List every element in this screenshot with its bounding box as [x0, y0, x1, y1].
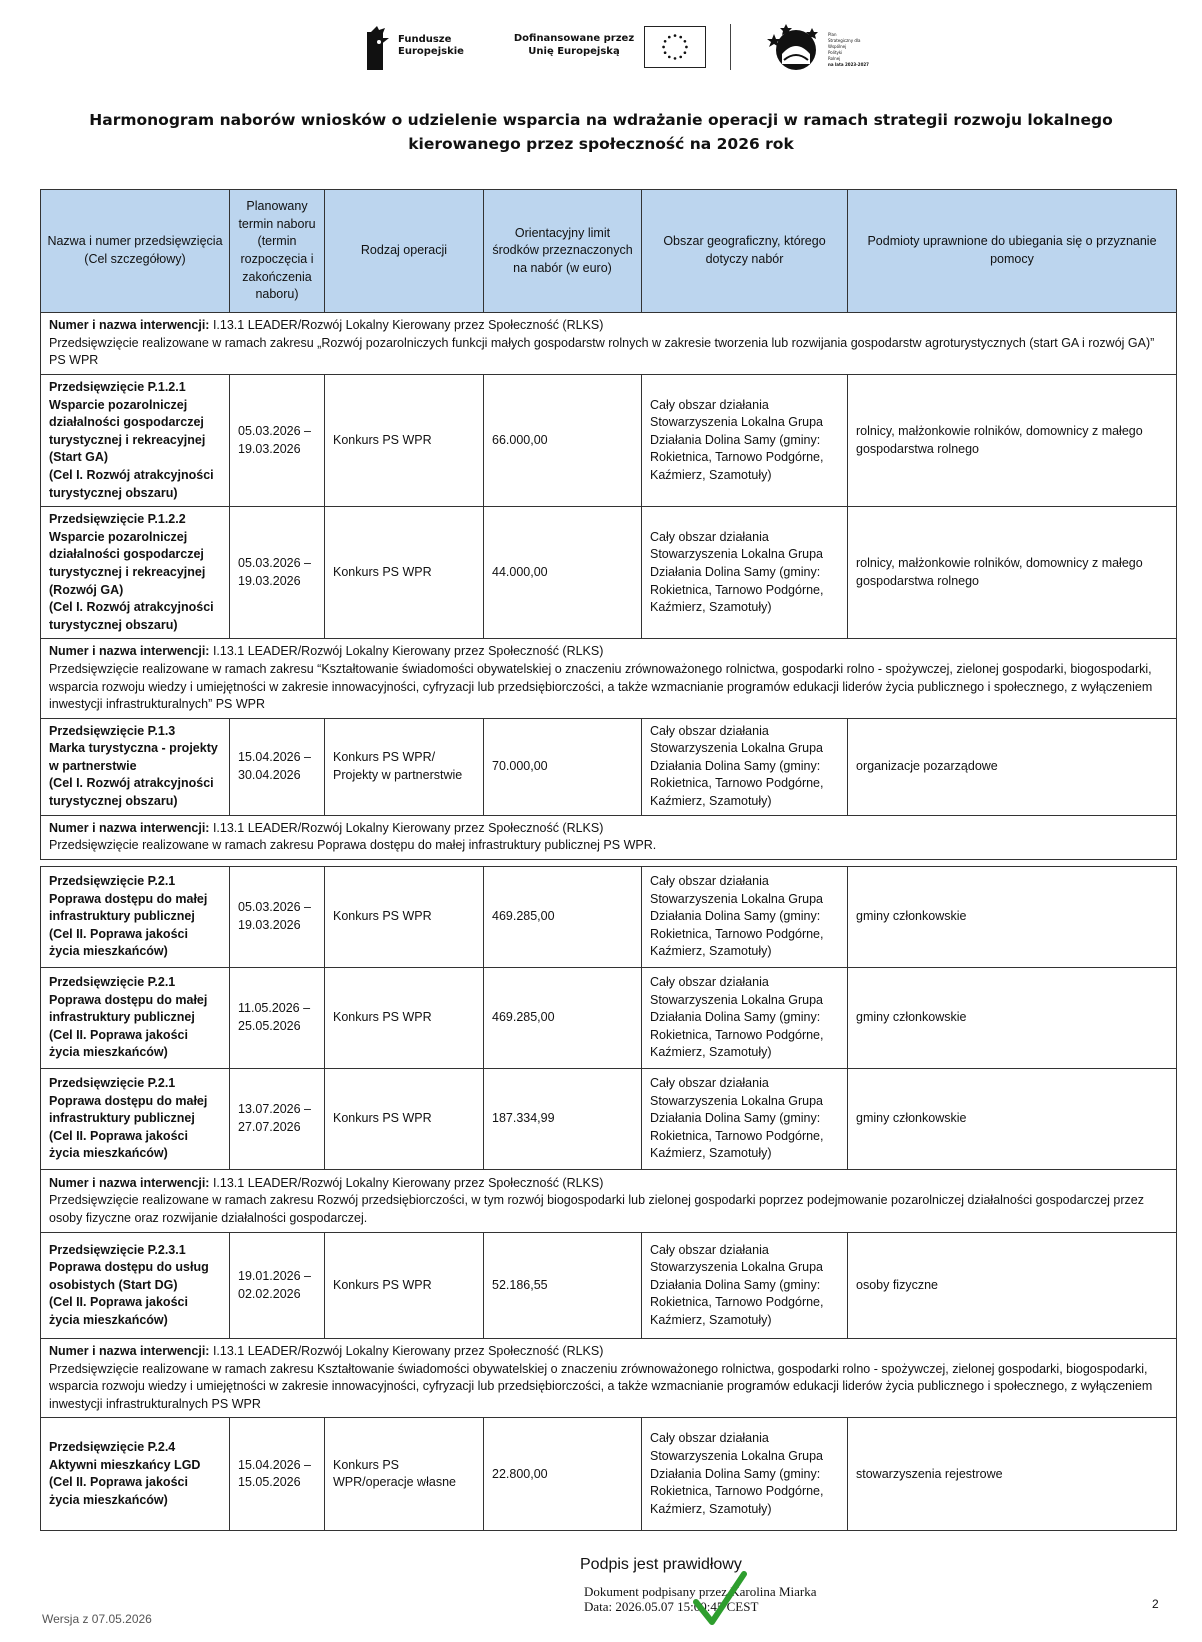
signature-status: Podpis jest prawidłowy [580, 1556, 742, 1573]
project-number: Przedsięwzięcie P.2.4 [49, 1440, 176, 1455]
logo-bar [0, 20, 1202, 76]
intervention-scope: Przedsięwzięcie realizowane w ramach zakresu Rozwój przedsiębiorczości, w tym rozwój biogospodarki lub zielonej gospodarki poprzez podejmowanie pozarolniczej działalności gospodarczej przez osoby fizyczne oraz rozwijanie działalności gospodarczej. [49, 1193, 1144, 1225]
type-cell: Konkurs PS WPR [325, 507, 484, 639]
term-start: 15.04.2026 – [238, 750, 311, 765]
type-cell: Konkurs PS WPR/ Projekty w partnerstwie [325, 718, 484, 815]
term-cell [230, 375, 325, 507]
term-cell [230, 968, 325, 1069]
term-start: 15.04.2026 – [238, 1457, 311, 1472]
project-name-cell [41, 968, 230, 1069]
project-title: Poprawa dostępu do usług osobistych (Start DG) [49, 1260, 209, 1292]
schedule-table-part-1 [40, 189, 1177, 860]
term-end: 02.02.2026 [238, 1286, 301, 1301]
area-cell: Cały obszar działania Stowarzyszenia Lokalna Grupa Działania Dolina Samy (gminy: Rokietnica, Tarnowo Podgórne, Kaźmierz, Szamotuły) [642, 1069, 848, 1170]
project-title: Poprawa dostępu do małej infrastruktury publicznej [49, 992, 208, 1025]
limit-cell: 469.285,00 [484, 867, 642, 968]
term-start: 13.07.2026 – [238, 1102, 311, 1117]
term-end: 19.03.2026 [238, 573, 301, 588]
project-name-cell [41, 867, 230, 968]
term-cell [230, 1233, 325, 1339]
intervention-label: Numer i nazwa interwencji: [49, 1175, 210, 1190]
limit-cell: 22.800,00 [484, 1418, 642, 1531]
fundusze-europejskie-logo [365, 24, 485, 72]
limit-cell: 52.186,55 [484, 1233, 642, 1339]
term-end: 19.03.2026 [238, 918, 301, 932]
project-name-cell [41, 1069, 230, 1170]
document-version: Wersja z 07.05.2026 [42, 1612, 152, 1626]
eu-cofinanced-logo [510, 24, 710, 72]
limit-cell: 70.000,00 [484, 718, 642, 815]
eu-label-line1: Dofinansowane przez [513, 33, 635, 44]
term-start: 11.05.2026 – [238, 1001, 311, 1016]
intervention-row [41, 1170, 1177, 1233]
table-row [41, 1418, 1177, 1531]
project-title: Poprawa dostępu do małej infrastruktury publicznej [49, 891, 208, 924]
limit-cell: 44.000,00 [484, 507, 642, 639]
intervention-cell [41, 1339, 1177, 1418]
intervention-scope: Przedsięwzięcie realizowane w ramach zakresu Kształtowanie świadomości obywatelskiej o znaczeniu zrównoważonego rolnictwa, gospodarki rolno - spożywczej, zielonej gospodarki, biogospodarki, wsparcia rozwoju wiedzy i umiejętności w zakresie innowacyjności, cyfryzacji lub przedsiębiorczości, a także wzmacnianie programów edukacji liderów życia publicznego i społecznego, z wyłączeniem inwestycji infrastrukturalnych PS WPR [49, 1361, 1153, 1411]
intervention-row [41, 313, 1177, 375]
intervention-cell [41, 815, 1177, 859]
signature-signer: Dokument podpisany przez Karolina Miarka [584, 1584, 817, 1599]
term-start: 05.03.2026 – [238, 900, 311, 915]
area-cell: Cały obszar działania Stowarzyszenia Lokalna Grupa Działania Dolina Samy (gminy: Rokietnica, Tarnowo Podgórne, Kaźmierz, Szamotuły) [642, 507, 848, 639]
type-cell: Konkurs PS WPR [325, 1069, 484, 1170]
europejskie-label: Europejskie [398, 46, 464, 57]
logo-divider [730, 24, 731, 70]
intervention-row [41, 639, 1177, 718]
intervention-cell [41, 1170, 1177, 1233]
intervention-label: Numer i nazwa interwencji: [49, 318, 210, 333]
intervention-scope: Przedsięwzięcie realizowane w ramach zakresu “Kształtowanie świadomości obywatelskiej o znaczeniu zrównoważonego rolnictwa, gospodarki rolno - spożywczej, zielonej gospodarki, biogospodarki, wsparcia rozwoju wiedzy i umiejętności w zakresie innowacyjności, cyfryzacji lub przedsiębiorczości, a także wzmacnianie programów edukacji liderów życia publicznego i społecznego, z wyłączeniem inwestycji infrastrukturalnych” PS WPR [49, 661, 1153, 712]
header-limit: Orientacyjny limit środków przeznaczonych na nabór (w euro) [484, 190, 642, 313]
term-cell [230, 718, 325, 815]
header-eligible: Podmioty uprawnione do ubiegania się o przyznanie pomocy [848, 190, 1177, 313]
intervention-value: I.13.1 LEADER/Rozwój Lokalny Kierowany przez Społeczność (RLKS) [209, 1344, 604, 1358]
eligible-cell: gminy członkowskie [848, 1069, 1177, 1170]
project-number: Przedsięwzięcie P.2.1 [49, 874, 176, 889]
psp-label-4: Polityki [828, 50, 843, 55]
psp-label-1: Plan [828, 32, 837, 37]
intervention-value: I.13.1 LEADER/Rozwój Lokalny Kierowany przez Społeczność (RLKS) [209, 318, 604, 333]
intervention-cell [41, 313, 1177, 375]
project-goal: (Cel II. Poprawa jakości życia mieszkańców) [49, 1027, 188, 1060]
header-name: Nazwa i numer przedsięwzięcia (Cel szczegółowy) [41, 190, 230, 313]
eu-label-line2: Unię Europejską [528, 46, 620, 57]
digital-signature[interactable] [580, 1556, 880, 1636]
term-end: 15.05.2026 [238, 1475, 301, 1490]
fundusze-europejskie-icon [365, 24, 391, 72]
table-row [41, 718, 1177, 815]
checkmark-icon [692, 1568, 748, 1628]
eligible-cell: gminy członkowskie [848, 867, 1177, 968]
eligible-cell: stowarzyszenia rejestrowe [848, 1418, 1177, 1531]
type-cell: Konkurs PS WPR [325, 867, 484, 968]
term-end: 30.04.2026 [238, 767, 301, 782]
project-goal: (Cel II. Poprawa jakości życia mieszkańców) [49, 1475, 188, 1507]
plan-strategiczny-emblem-icon [766, 20, 826, 76]
eligible-cell: rolnicy, małżonkowie rolników, domownicy z małego gospodarstwa rolnego [848, 507, 1177, 639]
intervention-label: Numer i nazwa interwencji: [49, 1344, 210, 1358]
area-cell: Cały obszar działania Stowarzyszenia Lokalna Grupa Działania Dolina Samy (gminy: Rokietnica, Tarnowo Podgórne, Kaźmierz, Szamotuły) [642, 1233, 848, 1339]
eligible-cell: gminy członkowskie [848, 968, 1177, 1069]
fundusze-label: Fundusze [398, 34, 452, 45]
project-number: Przedsięwzięcie P.2.3.1 [49, 1242, 186, 1257]
table-row [41, 968, 1177, 1069]
psp-label-5: Rolnej [828, 56, 841, 61]
area-cell: Cały obszar działania Stowarzyszenia Lokalna Grupa Działania Dolina Samy (gminy: Rokietnica, Tarnowo Podgórne, Kaźmierz, Szamotuły) [642, 1418, 848, 1531]
eligible-cell: organizacje pozarządowe [848, 718, 1177, 815]
intervention-value: I.13.1 LEADER/Rozwój Lokalny Kierowany przez Społeczność (RLKS) [209, 1175, 604, 1190]
eu-flag-icon [644, 26, 706, 68]
term-cell [230, 1418, 325, 1531]
project-goal: (Cel I. Rozwój atrakcyjności turystycznej obszaru) [49, 600, 214, 632]
table-row [41, 867, 1177, 968]
table-row [41, 1233, 1177, 1339]
project-number: Przedsięwzięcie P.1.3 [49, 723, 176, 738]
intervention-value: I.13.1 LEADER/Rozwój Lokalny Kierowany przez Społeczność (RLKS) [209, 644, 604, 659]
area-cell: Cały obszar działania Stowarzyszenia Lokalna Grupa Działania Dolina Samy (gminy: Rokietnica, Tarnowo Podgórne, Kaźmierz, Szamotuły) [642, 718, 848, 815]
intervention-cell [41, 639, 1177, 718]
project-name-cell [41, 375, 230, 507]
project-name-cell [41, 718, 230, 815]
term-start: 05.03.2026 – [238, 556, 311, 571]
signature-date: Data: 2026.05.07 15:00:45 CEST [584, 1599, 759, 1614]
project-goal: (Cel I. Rozwój atrakcyjności turystycznej obszaru) [49, 467, 214, 500]
area-cell: Cały obszar działania Stowarzyszenia Lokalna Grupa Działania Dolina Samy (gminy: Rokietnica, Tarnowo Podgórne, Kaźmierz, Szamotuły) [642, 375, 848, 507]
project-title: Aktywni mieszkańcy LGD [49, 1457, 201, 1472]
project-name-cell [41, 1233, 230, 1339]
schedule-table-part-2 [40, 866, 1177, 1531]
intervention-row [41, 1339, 1177, 1418]
area-cell: Cały obszar działania Stowarzyszenia Lokalna Grupa Działania Dolina Samy (gminy: Rokietnica, Tarnowo Podgórne, Kaźmierz, Szamotuły) [642, 968, 848, 1069]
project-name-cell [41, 1418, 230, 1531]
intervention-value: I.13.1 LEADER/Rozwój Lokalny Kierowany przez Społeczność (RLKS) [209, 820, 604, 835]
intervention-scope: Przedsięwzięcie realizowane w ramach zakresu „Rozwój pozarolniczych funkcji małych gospodarstw rolnych w zakresie tworzenia lub rozwijania gospodarstw agroturystycznych (start GA i rozwój GA)” PS WPR [49, 335, 1155, 368]
limit-cell: 469.285,00 [484, 968, 642, 1069]
term-cell [230, 867, 325, 968]
table-header-row [41, 190, 1177, 313]
type-cell: Konkurs PS WPR [325, 375, 484, 507]
term-start: 19.01.2026 – [238, 1268, 311, 1283]
project-title: Wsparcie pozarolniczej działalności gospodarczej turystycznej i rekreacyjnej (Rozwój GA) [49, 529, 206, 597]
type-cell: Konkurs PS WPR [325, 968, 484, 1069]
header-term: Planowany termin naboru (termin rozpoczęcia i zakończenia naboru) [230, 190, 325, 313]
eligible-cell: rolnicy, małżonkowie rolników, domownicy z małego gospodarstwa rolnego [848, 375, 1177, 507]
header-type: Rodzaj operacji [325, 190, 484, 313]
limit-cell: 66.000,00 [484, 375, 642, 507]
psp-label-2: Strategiczny dla [828, 38, 861, 43]
type-cell: Konkurs PS WPR [325, 1233, 484, 1339]
area-cell: Cały obszar działania Stowarzyszenia Lokalna Grupa Działania Dolina Samy (gminy: Rokietnica, Tarnowo Podgórne, Kaźmierz, Szamotuły) [642, 867, 848, 968]
project-title: Poprawa dostępu do małej infrastruktury publicznej [49, 1093, 208, 1126]
project-goal: (Cel II. Poprawa jakości życia mieszkańców) [49, 1128, 188, 1161]
term-end: 19.03.2026 [238, 441, 301, 456]
term-cell [230, 507, 325, 639]
project-goal: (Cel II. Poprawa jakości życia mieszkańców) [49, 926, 188, 959]
type-cell: Konkurs PS WPR/operacje własne [325, 1418, 484, 1531]
project-title: Wsparcie pozarolniczej działalności gospodarczej turystycznej i rekreacyjnej (Start GA) [49, 397, 206, 465]
intervention-label: Numer i nazwa interwencji: [49, 644, 210, 659]
project-number: Przedsięwzięcie P.2.1 [49, 1076, 176, 1091]
table-row [41, 507, 1177, 639]
project-goal: (Cel II. Poprawa jakości życia mieszkańców) [49, 1295, 188, 1327]
project-goal: (Cel I. Rozwój atrakcyjności turystycznej obszaru) [49, 776, 214, 809]
term-end: 27.07.2026 [238, 1120, 301, 1134]
intervention-row [41, 815, 1177, 859]
term-cell [230, 1069, 325, 1170]
project-name-cell [41, 507, 230, 639]
term-end: 25.05.2026 [238, 1019, 301, 1033]
intervention-scope: Przedsięwzięcie realizowane w ramach zakresu Poprawa dostępu do małej infrastruktury publicznej PS WPR. [49, 838, 657, 853]
eligible-cell: osoby fizyczne [848, 1233, 1177, 1339]
intervention-label: Numer i nazwa interwencji: [49, 820, 210, 835]
term-start: 05.03.2026 – [238, 423, 311, 438]
project-number: Przedsięwzięcie P.1.2.1 [49, 380, 186, 394]
psp-label-3: Wspólnej [828, 44, 847, 49]
project-number: Przedsięwzięcie P.1.2.2 [49, 512, 186, 527]
limit-cell: 187.334,99 [484, 1069, 642, 1170]
project-number: Przedsięwzięcie P.2.1 [49, 975, 176, 990]
page-number: 2 [1152, 1597, 1159, 1611]
document-title: Harmonogram naborów wniosków o udzielenie wsparcia na wdrażanie operacji w ramach strategii rozwoju lokalnego kierowanego przez społeczność na 2026 rok [89, 111, 1113, 153]
psp-label-6: na lata 2023-2027 [828, 62, 869, 67]
table-row [41, 375, 1177, 507]
project-title: Marka turystyczna - projekty w partnerstwie [49, 741, 218, 773]
header-area: Obszar geograficzny, którego dotyczy nabór [642, 190, 848, 313]
table-row [41, 1069, 1177, 1170]
plan-strategiczny-logo [766, 20, 886, 76]
